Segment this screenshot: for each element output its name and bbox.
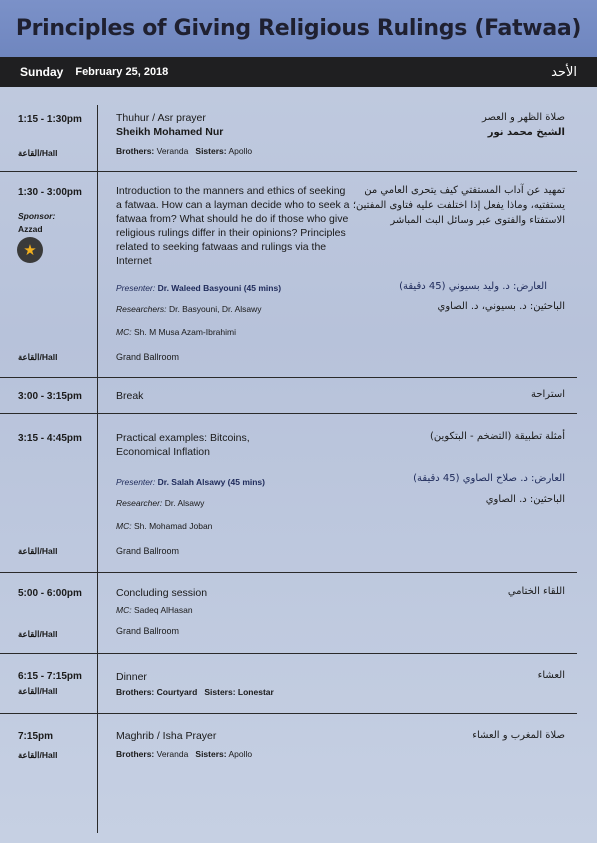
session-venue: Brothers: Veranda Sisters: Apollo [116, 749, 253, 759]
timeline-divider [97, 105, 98, 833]
row-divider [0, 171, 577, 172]
session-title: Dinner [116, 671, 147, 683]
star-icon: ★ [23, 241, 37, 259]
session-time: 5:00 - 6:00pm [18, 588, 82, 599]
session-title: Maghrib / Isha Prayer [116, 730, 217, 742]
session-presenter-arabic: العارض: د. وليد بسيوني (45 دقيقة) [399, 281, 547, 292]
row-divider [0, 377, 577, 378]
session-description-arabic: أمثلة تطبيقة (التضخم - البتكوين) [430, 431, 565, 442]
session-description-arabic: تمهيد عن آداب المستفتي كيف يتحرى العامي من يستفتيه، وماذا يفعل إذا اختلفت عليه فتاوى المفتين؛ الاستفتاء والفتوى عبر وسائل البث المباشر [352, 185, 565, 226]
session-title: Concluding session [116, 587, 208, 599]
session-hall: Grand Ballroom [116, 546, 180, 556]
hall-label: القاعة/Hall [18, 629, 58, 639]
row-divider [0, 413, 577, 414]
title-bar [0, 0, 597, 57]
session-title: Break [116, 390, 144, 402]
session-researchers-arabic: الباحثين: د. بسيوني، د. الصاوي [437, 301, 565, 312]
session-title-arabic: اللقاء الختامي [507, 586, 565, 597]
session-presenter: Presenter: Dr. Salah Alsawy (45 mins) [116, 477, 265, 487]
session-speaker-arabic: الشيخ محمد نور [487, 127, 565, 138]
session-title-arabic: صلاة المغرب و العشاء [472, 730, 565, 741]
session-time: 6:15 - 7:15pm [18, 671, 82, 682]
hall-label: القاعة/Hall [18, 148, 58, 158]
session-time: 1:30 - 3:00pm [18, 187, 82, 198]
session-time: 3:15 - 4:45pm [18, 433, 82, 444]
session-title: Thuhur / Asr prayer [116, 112, 206, 124]
session-mc: MC: Sh. M Musa Azam-Ibrahimi [116, 327, 236, 337]
session-hall: Grand Ballroom [116, 352, 180, 362]
day-bar [0, 57, 597, 87]
session-mc: MC: Sadeq AlHasan [116, 605, 193, 615]
session-venue: Brothers: Veranda Sisters: Apollo [116, 146, 253, 156]
session-venue: Brothers: Courtyard Sisters: Lonestar [116, 687, 274, 697]
day-name: Sunday [20, 65, 64, 79]
hall-label: القاعة/Hall [18, 352, 58, 362]
session-time: 1:15 - 1:30pm [18, 114, 82, 125]
session-speaker: Sheikh Mohamed Nur [116, 126, 224, 138]
session-title-arabic: العشاء [537, 670, 565, 681]
sponsor-star-badge [17, 237, 43, 263]
session-researchers: Researchers: Dr. Basyouni, Dr. Alsawy [116, 304, 262, 314]
hall-label: القاعة/Hall [18, 546, 58, 556]
session-time: 7:15pm [18, 731, 54, 742]
schedule [0, 87, 597, 843]
session-presenter: Presenter: Dr. Waleed Basyouni (45 mins) [116, 283, 282, 293]
session-title-arabic: استراحة [530, 389, 565, 400]
row-divider [0, 713, 577, 714]
row-divider [0, 572, 577, 573]
session-description: Introduction to the manners and ethics of seeking a fatwaa. How can a layman decide who to seek a fatwaa from? What should he do if those who give religious rulings differ in their opinions? Principles related to seeking fatwaas and rulings via the Internet [116, 185, 350, 267]
session-hall: Grand Ballroom [116, 626, 180, 636]
session-mc: MC: Sh. Mohamad Joban [116, 521, 213, 531]
session-presenter-arabic: العارض: د. صلاح الصاوي (45 دقيقة) [413, 473, 565, 484]
day-date: February 25, 2018 [75, 66, 169, 78]
page-title: Principles of Giving Religious Rulings (Fatwaa) [15, 16, 582, 41]
session-researcher: Researcher: Dr. Alsawy [116, 498, 205, 508]
session-description: Practical examples: Bitcoins, Economical Inflation [116, 432, 250, 458]
hall-label: القاعة/Hall [18, 750, 58, 760]
session-time: 3:00 - 3:15pm [18, 391, 82, 402]
row-divider [0, 653, 577, 654]
hall-label: القاعة/Hall [18, 686, 58, 696]
sponsor-name: Azzad [18, 224, 43, 234]
session-researcher-arabic: الباحثين: د. الصاوي [485, 494, 565, 505]
day-name-arabic: الأحد [551, 64, 577, 80]
session-title-arabic: صلاة الظهر و العصر [481, 112, 565, 123]
sponsor-label: Sponsor: [18, 211, 56, 221]
